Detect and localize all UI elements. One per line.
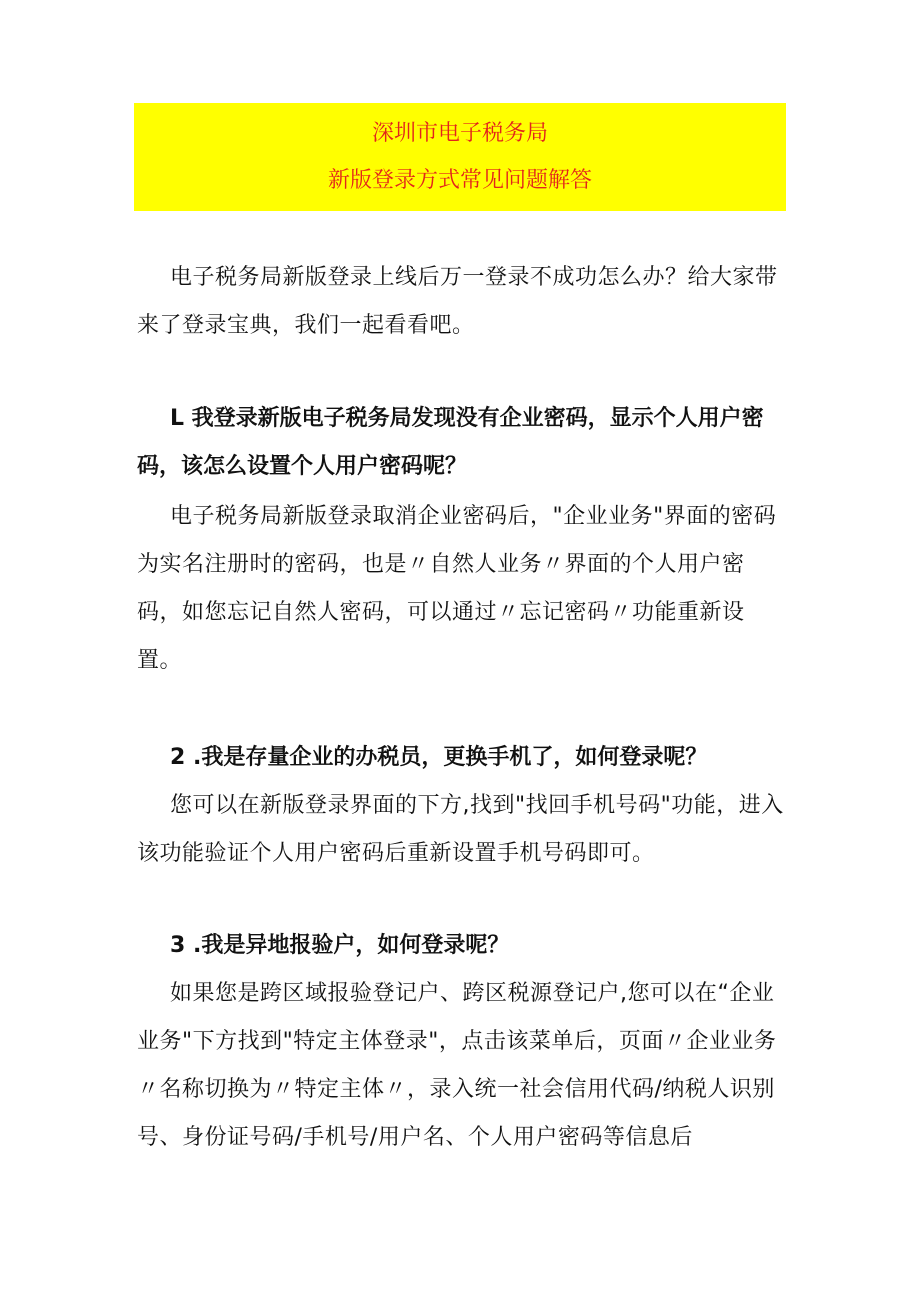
title-line-1: 深圳市电子税务局 [371,121,548,146]
faq-answer-1: 电子税务局新版登录取消企业密码后，"企业业务"界面的密码为实名注册时的密码，也是〃自然人业务〃界面的个人用户密码，如您忘记自然人密码，可以通过〃忘记密码〃功能重新设置。 [137,504,777,673]
title-line-2: 新版登录方式常见问题解答 [327,168,592,193]
faq-answer-2: 您可以在新版登录界面的下方,找到"找回手机号码"功能，进入该功能验证个人用户密码后重新设置手机号码即可。 [137,793,784,866]
faq-question-1: L 我登录新版电子税务局发现没有企业密码，显示个人用户密码，该怎么设置个人用户密码呢？ [137,406,764,479]
title-banner [134,103,786,211]
faq-question-2: 2 .我是存量企业的办税员，更换手机了，如何登录呢？ [170,745,708,770]
intro-paragraph: 电子税务局新版登录上线后万一登录不成功怎么办？给大家带来了登录宝典，我们一起看看吧。 [137,265,778,338]
faq-question-3: 3 .我是异地报验户，如何登录呢？ [170,933,510,958]
faq-answer-3: 如果您是跨区域报验登记户、跨区税源登记户,您可以在“企业业务"下方找到"特定主体登录"，点击该菜单后，页面〃企业业务〃名称切换为〃特定主体〃，录入统一社会信用代码/纳税人识别号、身份证号码/手机号/用户名、个人用户密码等信息后 [137,981,777,1150]
